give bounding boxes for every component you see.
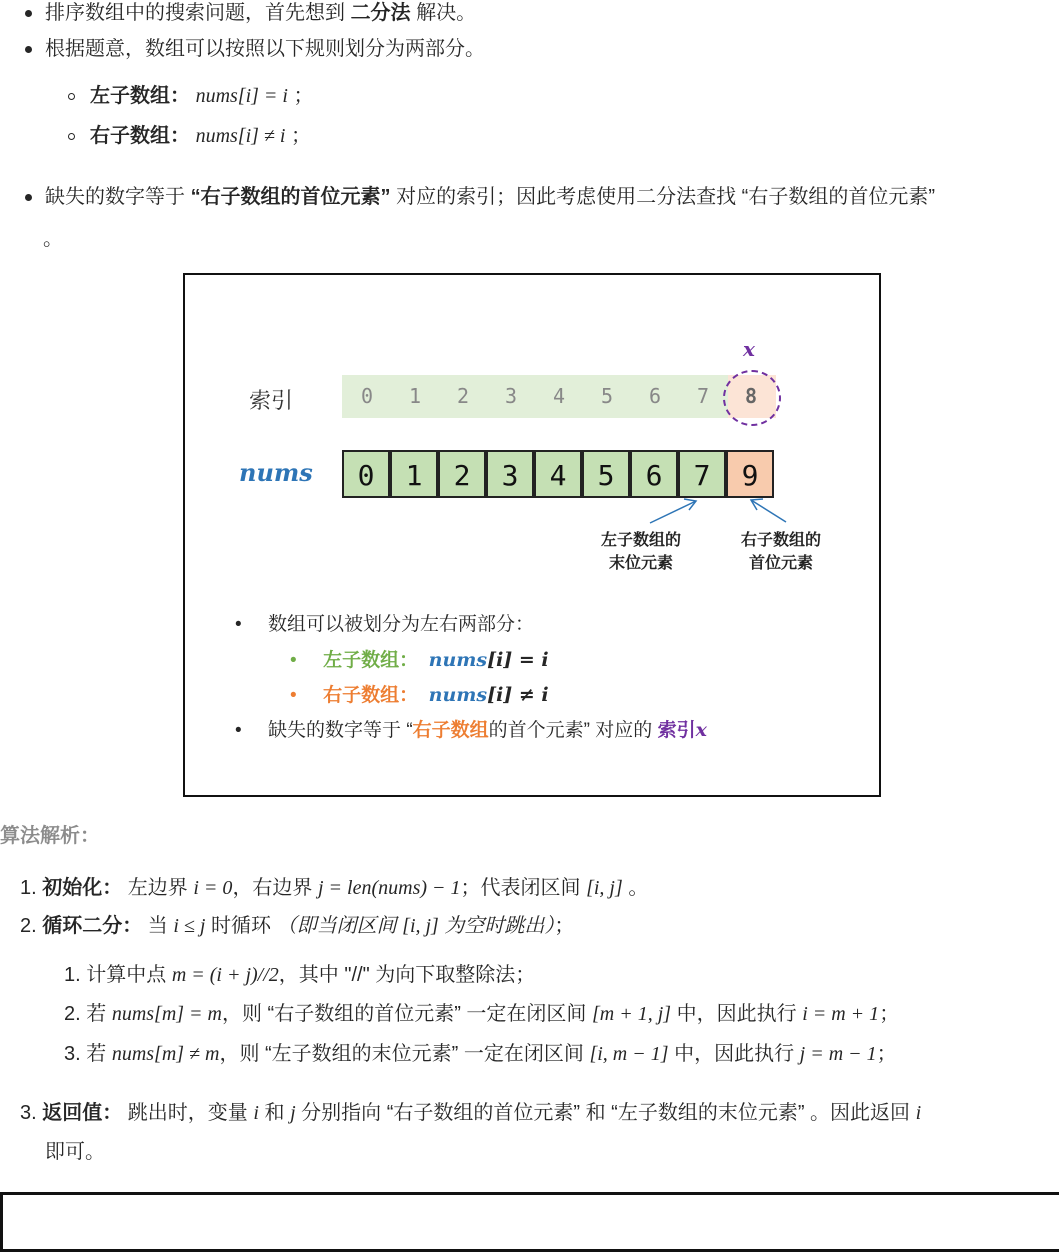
text: 。 [43,228,63,250]
fig-bullet-2: • 左子数组： nums[i] = i [290,649,549,671]
fig-bullet-1: • 数组可以被划分为左右两部分： [235,614,535,635]
fig-bullet-3: • 右子数组： nums[i] ≠ i [290,684,549,706]
text: 2. [64,1003,81,1025]
math: i = m + 1 [802,1003,880,1025]
text: 末位元素 [609,555,674,572]
nums-cell: 4 [534,450,582,498]
text: ，则 “左子数组的末位元素” 一定在闭区间 [219,1043,590,1065]
math: nums[m] = m [111,1003,222,1025]
bullet [68,93,75,100]
step-loop [20,913,574,939]
bullet [68,133,75,140]
text: 左子数组： [90,85,190,107]
text: ； [876,1043,897,1065]
text: ； [291,125,312,147]
bullet [25,194,32,201]
arrow-left-tail [650,501,696,523]
math: j [290,1102,296,1124]
index-2: 2 [456,384,470,408]
text: nums [428,649,488,671]
text: 排序数组中的搜索问题，首先想到 [45,2,351,24]
nums-cell: 6 [630,450,678,498]
nums-cell: 0 [342,450,390,498]
text: 缺失的数字等于 [45,186,191,208]
nums-cell: 7 [678,450,726,498]
index-8: 8 [744,384,758,408]
text: [i] ≠ i [487,684,549,706]
nums-label: nums [239,458,313,487]
nums-cell: 5 [582,450,630,498]
text: 3. [64,1043,81,1065]
text: 右子数组： [323,685,419,706]
bullet [25,46,32,53]
text: 若 [86,1043,112,1065]
section-heading: 算法解析： [0,825,100,847]
math: nums[i] = i [195,85,288,107]
text: ； [879,1003,900,1025]
math: i = 0 [193,877,233,899]
text: 计算中点 [86,964,172,986]
step-return [20,1100,921,1126]
text: 时循环 [205,915,277,937]
text: ； [293,85,314,107]
diagram-figure [183,273,881,797]
left-tag [601,529,681,575]
text: 左子数组： [323,650,419,671]
intro-line-3 [45,184,935,210]
text: 即可。 [45,1141,105,1163]
code-block [0,1192,1059,1252]
text: （即当闭区间 [276,915,403,937]
text: 分别指向 “右子数组的首位元素” 和 “左子数组的末位元素” 。因此返回 [295,1102,916,1124]
index-7: 7 [696,384,710,408]
right-tag [741,529,821,575]
text: 对应的索引；因此考虑使用二分法查找 “右子数组的首位元素” [390,186,935,208]
math: i [253,1102,259,1124]
math: i [915,1102,922,1124]
substep-notequal [64,1041,897,1067]
nums-cell: 3 [486,450,534,498]
text: ；代表闭区间 [460,877,587,899]
intro-line-1 [45,0,476,26]
text: 首位元素 [749,555,814,572]
text: “右子数组的首位元素” [190,186,391,208]
text: [i] = i [487,649,549,671]
text: 二分法 [350,2,411,24]
nums-cell: 9 [726,450,774,498]
intro-line-2: 根据题意，数组可以按照以下规则划分为两部分。 [45,38,485,60]
index-label: 索引 [249,388,294,413]
text: 数组可以被划分为左右两部分： [268,614,535,635]
text: 若 [86,1003,112,1025]
text: 1. [64,964,81,986]
index-6: 6 [648,384,662,408]
text: 中，因此执行 [671,1003,803,1025]
text: 1. [20,877,37,899]
text: 当 [142,915,174,937]
math: [m + 1, j] [592,1003,672,1025]
text: 索引 [657,720,696,741]
arrow-right-tail [751,500,786,522]
index-3: 3 [504,384,518,408]
text: 右子数组 [412,720,489,741]
text: ； [554,915,575,937]
math: [i, m − 1] [589,1043,669,1065]
text: 3. [20,1102,37,1124]
text: 左子数组的 [601,532,682,549]
math: [i, j] [402,915,439,937]
nums-cell: 2 [438,450,486,498]
text: 缺失的数字等于 “ [268,720,413,741]
text: 返回值： [42,1102,123,1124]
index-4: 4 [552,384,566,408]
text: 右子数组的 [741,532,822,549]
text: ，则 “右子数组的首位元素” 一定在闭区间 [222,1003,592,1025]
x-label: x [743,337,755,361]
math: j = m − 1 [799,1043,877,1065]
text: 循环二分： [42,915,143,937]
text: ，其中 "//" 为向下取整除法； [278,964,536,986]
index-1: 1 [408,384,422,408]
text: nums [428,684,488,706]
step-init [20,875,648,901]
text: 为空时跳出） [438,915,555,937]
text: 2. [20,915,37,937]
rule-right [90,123,311,149]
text: 解决。 [410,2,477,24]
substep-mid [64,962,535,988]
text: 和 [258,1102,291,1124]
math: m = (i + j)//2 [171,964,279,986]
math: nums[i] ≠ i [195,125,286,147]
text: 右子数组： [90,125,190,147]
math: nums[m] ≠ m [111,1043,220,1065]
text: 。 [622,877,649,899]
math: i ≤ j [173,915,206,937]
text: 左边界 [122,877,194,899]
text: 的首个元素” 对应的 [488,720,658,741]
bullet [25,10,32,17]
index-0: 0 [360,384,374,408]
substep-equal [64,1001,899,1027]
text: 中，因此执行 [668,1043,800,1065]
nums-cell: 1 [390,450,438,498]
rule-left [90,83,314,109]
text: 初始化： [42,877,123,899]
math: j = len(nums) − 1 [318,877,461,899]
text: 跳出时，变量 [122,1102,254,1124]
index-5: 5 [600,384,614,408]
math: [i, j] [586,877,623,899]
text: x [695,719,707,741]
text: ，右边界 [232,877,318,899]
fig-bullet-4: • 缺失的数字等于 “右子数组的首个元素” 对应的 索引x [235,719,707,741]
